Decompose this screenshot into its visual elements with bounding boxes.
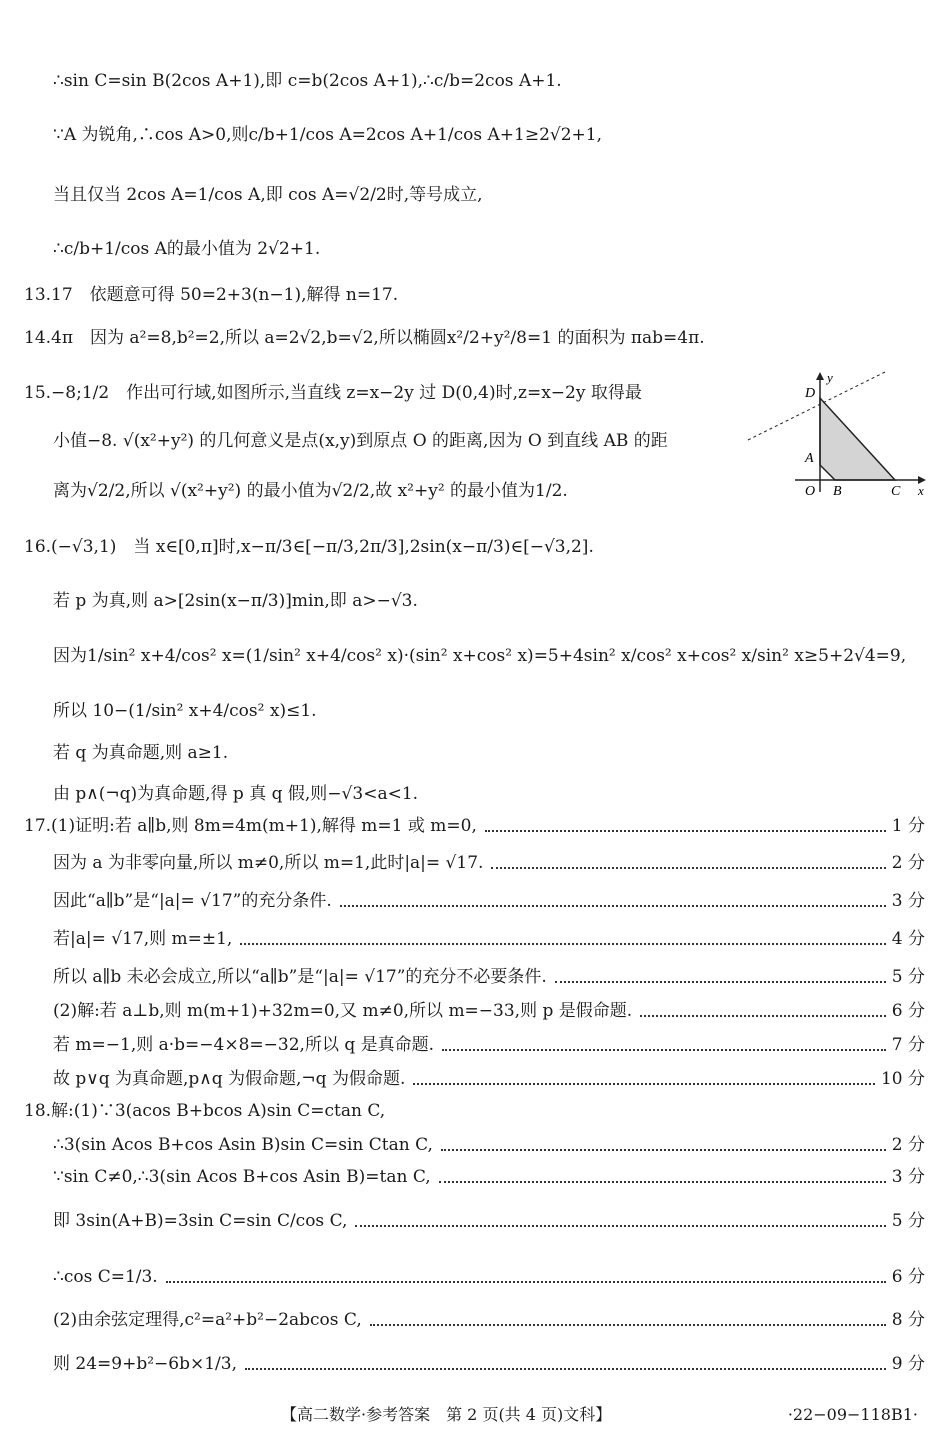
label-D: D (805, 386, 816, 401)
dot-leader (355, 1225, 885, 1227)
footer-title: 【高二数学·参考答案 第 2 页(共 4 页)文科】 (281, 1405, 612, 1424)
dot-leader (439, 1181, 886, 1183)
step-text: ∴cos C=1/3. (53, 1267, 158, 1287)
label-C: C (891, 484, 901, 499)
scored-line (53, 966, 925, 988)
score-points: 10 分 (880, 1069, 925, 1089)
score-points: 5 分 (891, 967, 925, 987)
score-points: 2 分 (891, 853, 925, 873)
solution-line: 当且仅当 2cos A=1/cos A,即 cos A=√2/2时,等号成立, (53, 185, 483, 205)
feasible-region (820, 398, 895, 480)
solution-line: ∴sin C=sin B(2cos A+1),即 c=b(2cos A+1),∴c/b=2cos A+1. (53, 71, 562, 91)
scored-line (53, 1353, 925, 1375)
solution-line: 若 p 为真,则 a>[2sin(x−π/3)]min,即 a>−√3. (53, 591, 418, 611)
scored-line (53, 1034, 925, 1056)
answer-13: 13.17 依题意可得 50=2+3(n−1),解得 n=17. (24, 285, 399, 305)
solution-line: 所以 10−(1/sin² x+4/cos² x)≤1. (53, 701, 317, 721)
dot-leader (370, 1324, 886, 1326)
dot-leader (441, 1149, 886, 1151)
solution-line: 由 p∧(¬q)为真命题,得 p 真 q 假,则−√3<a<1. (53, 784, 419, 804)
step-text: (2)解:若 a⊥b,则 m(m+1)+32m=0,又 m≠0,所以 m=−33,则 p 是假命题. (53, 1001, 633, 1021)
scored-line (53, 890, 925, 912)
solution-line: 因为1/sin² x+4/cos² x=(1/sin² x+4/cos² x)·(sin² x+cos² x)=5+4sin² x/cos² x+cos² x/sin² x≥5+2√4=9, (53, 646, 907, 666)
score-points: 2 分 (891, 1135, 925, 1155)
score-points: 4 分 (891, 929, 925, 949)
score-points: 8 分 (891, 1310, 925, 1330)
step-text: 若 m=−1,则 a·b=−4×8=−32,所以 q 是真命题. (53, 1035, 435, 1055)
dot-leader (166, 1281, 886, 1283)
solution-line: 若 q 为真命题,则 a≥1. (53, 743, 229, 763)
solution-line: 小值−8. √(x²+y²) 的几何意义是点(x,y)到原点 O 的距离,因为 O 到直线 AB 的距 (53, 431, 668, 451)
scored-line (53, 852, 925, 874)
dot-leader (245, 1368, 886, 1370)
y-axis-arrow (816, 372, 824, 380)
scored-line (53, 1210, 925, 1232)
step-text: 所以 a∥b 未必会成立,所以“a∥b”是“|a|= √17”的充分不必要条件. (53, 967, 547, 987)
answer-18: 18.解:(1)∵3(acos B+bcos A)sin C=ctan C, (24, 1101, 386, 1121)
score-points: 5 分 (891, 1211, 925, 1231)
answer-14: 14.4π 因为 a²=8,b²=2,所以 a=2√2,b=√2,所以椭圆x²/2+y²/8=1 的面积为 πab=4π. (24, 328, 705, 348)
score-points: 6 分 (891, 1001, 925, 1021)
solution-line: 离为√2/2,所以 √(x²+y²) 的最小值为√2/2,故 x²+y² 的最小值为1/2. (53, 481, 568, 501)
footer-code: ·22−09−118B1· (787, 1405, 918, 1424)
step-text: 故 p∨q 为真命题,p∧q 为假命题,¬q 为假命题. (53, 1069, 406, 1089)
scored-line (53, 928, 925, 950)
label-x: x (918, 483, 924, 498)
solution-line: ∵A 为锐角,∴cos A>0,则c/b+1/cos A=2cos A+1/cos A+1≥2√2+1, (53, 125, 603, 145)
step-text: 若|a|= √17,则 m=±1, (53, 929, 233, 949)
dot-leader (240, 943, 885, 945)
step-text: ∵sin C≠0,∴3(sin Acos B+cos Asin B)=tan C, (53, 1167, 431, 1187)
score-points: 9 分 (891, 1354, 925, 1374)
dot-leader (640, 1015, 886, 1017)
scored-line (53, 1266, 925, 1288)
answer-15: 15.−8;1/2 作出可行域,如图所示,当直线 z=x−2y 过 D(0,4)时,z=x−2y 取得最 (24, 383, 642, 403)
label-y: y (827, 370, 833, 385)
step-text: 17.(1)证明:若 a∥b,则 8m=4m(m+1),解得 m=1 或 m=0, (24, 816, 477, 836)
label-O: O (805, 484, 816, 499)
dot-leader (555, 981, 886, 983)
score-points: 3 分 (891, 891, 925, 911)
feasible-region-figure (745, 370, 935, 500)
step-text: 则 24=9+b²−6b×1/3, (53, 1354, 237, 1374)
objective-line (748, 372, 885, 440)
solution-line: ∴c/b+1/cos A的最小值为 2√2+1. (53, 239, 321, 259)
score-points: 3 分 (891, 1167, 925, 1187)
step-text: 因此“a∥b”是“|a|= √17”的充分条件. (53, 891, 332, 911)
step-text: ∴3(sin Acos B+cos Asin B)sin C=sin Ctan C, (53, 1135, 433, 1155)
scored-line (53, 1166, 925, 1188)
scored-line (53, 1309, 925, 1331)
label-B: B (833, 484, 842, 499)
score-points: 7 分 (891, 1035, 925, 1055)
scored-line (53, 1068, 925, 1090)
dot-leader (442, 1049, 886, 1051)
step-text: (2)由余弦定理得,c²=a²+b²−2abcos C, (53, 1310, 362, 1330)
score-points: 1 分 (891, 816, 925, 836)
step-text: 因为 a 为非零向量,所以 m≠0,所以 m=1,此时|a|= √17. (53, 853, 484, 873)
dot-leader (340, 905, 886, 907)
dot-leader (413, 1083, 875, 1085)
dot-leader (485, 830, 886, 832)
score-points: 6 分 (891, 1267, 925, 1287)
dot-leader (491, 867, 885, 869)
step-text: 即 3sin(A+B)=3sin C=sin C/cos C, (53, 1211, 348, 1231)
answer-16: 16.(−√3,1) 当 x∈[0,π]时,x−π/3∈[−π/3,2π/3],2sin(x−π/3)∈[−√3,2]. (24, 537, 594, 557)
label-A: A (805, 451, 814, 466)
scored-line (53, 1000, 925, 1022)
scored-line (53, 1134, 925, 1156)
answer-17-line (24, 815, 925, 837)
